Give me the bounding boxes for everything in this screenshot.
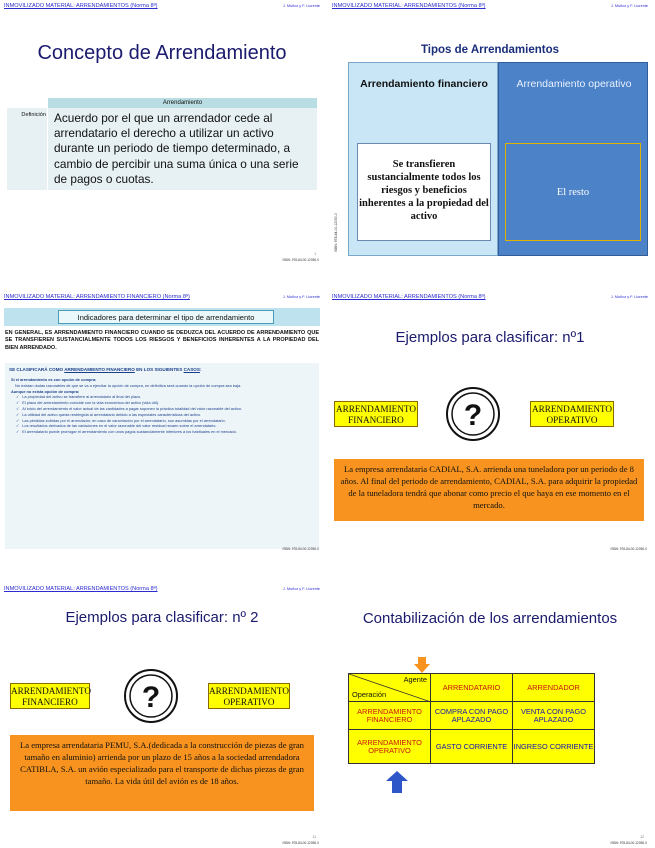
cases-subtitle [9, 367, 201, 372]
financial-lease-option: ARRENDAMIENTO FINANCIERO [334, 401, 418, 427]
table-header: Arrendamiento [48, 98, 317, 108]
row-label-operating: ARRENDAMIENTO OPERATIVO [349, 730, 431, 764]
slide-title: Contabilización de los arrendamientos [362, 610, 618, 627]
slide-author: J. Muñoz y F. Llorente [282, 4, 320, 8]
row-label: Definición [7, 108, 47, 190]
definition-text: Acuerdo por el que un arrendador cede al arrendatario el derecho a utilizar un activo durante un periodo de tiempo determinado, a cambio de percibir una suma única o una serie de pagos o cuotas. [48, 108, 317, 190]
slide-author: J. Muñoz y F. Llorente [610, 295, 648, 299]
case-description: La empresa arrendataria CADIAL, S.A. arrienda una tuneladora por un periodo de 8 años. Al final del periodo de arrendamiento, CADIAL, S.A. para adquirir la propiedad de la tuneladora tendrá que abonar como precio el que haya en ese momento en el mercado. [334, 459, 644, 521]
subtitle-cases: CASOS [183, 367, 200, 372]
financial-lease-heading: Arrendamiento financiero [360, 78, 488, 90]
operation-label: Operación [352, 690, 387, 699]
slide-title: Indicadores para determinar el tipo de arrendamiento [58, 310, 274, 324]
list-item: Si el arrendamiento es con opción de compra: [11, 377, 97, 382]
cases-panel [5, 363, 319, 549]
col-header-lessor: ARRENDADOR [513, 674, 595, 702]
slide-6 [330, 585, 650, 847]
table-row [349, 730, 595, 764]
question-glyph: ? [463, 399, 483, 432]
question-icon [444, 385, 502, 443]
slide-header: INMOVILIZADO MATERIAL: ARRENDAMIENTOS (Norma 8ª) [332, 3, 486, 9]
financial-lease-column [348, 62, 498, 256]
accounting-table [348, 673, 595, 764]
slide-header: INMOVILIZADO MATERIAL: ARRENDAMIENTO FINANCIERO (Norma 8ª) [4, 294, 190, 300]
isbn: ISBN: 978-84-00-12050-0 [282, 258, 319, 262]
operating-lease-heading: Arrendamiento operativo [516, 78, 632, 90]
list-item: No existan dudas razonables de que se va a ejercitar la opción de compra, en definitiva será cuando la opción de compra sea baja. [15, 382, 242, 388]
financial-lease-definition: Se transfieren sustancialmente todos los riesgos y beneficios inherentes a la propiedad del activo [357, 143, 491, 241]
isbn: ISBN: 978-84-00-12050-0 [282, 547, 319, 551]
table-row [349, 702, 595, 730]
cell-lessor-operating: INGRESO CORRIENTE [513, 730, 595, 764]
list-item: ✓ Las pérdidas sufridas por el arrendador, en caso de cancelación por el arrendatario, son asumidas por el arrendatario. [9, 418, 309, 424]
definition-table [7, 98, 317, 190]
list-item: ✓ La utilidad del activo queda restringida al arrendatario debido a las especiales características del activo. [9, 412, 309, 418]
isbn-vertical: ISBN: 978-84-00-12050-0 [334, 213, 338, 252]
slide-title: Ejemplos para clasificar: nº 2 [65, 609, 259, 626]
subtitle-middle: EN LOS SIGUIENTES [134, 367, 184, 372]
intro-text: EN GENERAL, ES ARRENDAMIENTO FINANCIERO CUANDO SE DEDUZCA DEL ACUERDO DE ARRENDAMIENTO QUE SE TRANSFIEREN SUSTANCIALMENTE TODOS LOS RIESGOS Y BENEFICIOS INHERENTES A LA PROPIEDAD DEL BIEN ARRENDADO. [5, 330, 319, 351]
agent-label: Agente [403, 675, 427, 684]
cell-lessor-financial: VENTA CON PAGO APLAZADO [513, 702, 595, 730]
slide-header: INMOVILIZADO MATERIAL: ARRENDAMIENTOS (Norma 8ª) [4, 586, 158, 592]
slide-header: INMOVILIZADO MATERIAL: ARRENDAMIENTOS (Norma 8ª) [4, 3, 158, 9]
page-number: 11 [312, 835, 316, 839]
financial-lease-option: ARRENDAMIENTO FINANCIERO [10, 683, 90, 709]
list-item: ✓ Los resultados derivados de las variaciones en el valor razonable del valor residual recaen sobre el arrendatario. [9, 423, 309, 429]
cell-lessee-operating: GASTO CORRIENTE [431, 730, 513, 764]
corner-cell [349, 674, 431, 702]
subtitle-prefix: SE CLASIFICARÁ COMO [9, 367, 65, 372]
list-item: Aunque no exista opción de compra: [11, 388, 80, 394]
subtitle-key: ARRENDAMIENTO FINANCIERO [64, 367, 135, 372]
slide-author: J. Muñoz y F. Llorente [610, 4, 648, 8]
page-number: 6 [642, 252, 644, 256]
question-icon [122, 667, 180, 725]
arrow-up-icon [386, 771, 408, 793]
isbn: ISBN: 978-84-00-12050-0 [610, 841, 647, 845]
operating-lease-option: ARRENDAMIENTO OPERATIVO [530, 401, 614, 427]
arrow-down-icon [414, 657, 430, 673]
slide-author: J. Muñoz y F. Llorente [282, 587, 320, 591]
page-number: 12 [640, 835, 644, 839]
slide-5 [2, 585, 322, 847]
isbn: ISBN: 978-84-00-12050-0 [282, 841, 319, 845]
slide-title: Concepto de Arrendamiento [37, 42, 287, 64]
cell-lessee-financial: COMPRA CON PAGO APLAZADO [431, 702, 513, 730]
slide-author: J. Muñoz y F. Llorente [282, 295, 320, 299]
list-item: ✓ El arrendatario puede prorrogar el arrendamiento con unos pagos sustancialmente inferiores a los habituales en el mercado. [9, 429, 309, 435]
slide-4 [330, 293, 650, 553]
col-header-lessee: ARRENDATARIO [431, 674, 513, 702]
isbn: ISBN: 978-84-00-12050-0 [610, 547, 647, 551]
cases-list [9, 377, 309, 435]
slide-title: Ejemplos para clasificar: nº1 [395, 329, 585, 346]
list-item: ✓ Al inicio del arrendamiento el valor actual de las cantidades a pagar suponen la práctica totalidad del valor razonable del activo. [9, 406, 309, 412]
case-description: La empresa arrendataria PEMU, S.A.(dedicada a la construcción de piezas de gran tamaño en aluminio) arrienda por un plazo de 15 años a la sociedad arrendadora CATIBLA, S.A. un avión especializado para el transporte de dichas piezas de gran tamaño. La vida útil del avión es de 18 años. [10, 735, 314, 811]
slide-3 [2, 293, 322, 553]
list-item: ✓ La propiedad del activo se transfiere al arrendatario al final del plazo. [9, 394, 309, 400]
table-row [7, 108, 317, 190]
question-glyph: ? [141, 681, 161, 714]
page-number: 1 [314, 252, 316, 256]
list-item: ✓ El plazo del arrendamiento coincide con la vida económica del activo (vida útil). [9, 400, 309, 406]
operating-lease-option: ARRENDAMIENTO OPERATIVO [208, 683, 290, 709]
slide-1 [2, 2, 322, 264]
operating-lease-column [498, 62, 648, 256]
row-label-financial: ARRENDAMIENTO FINANCIERO [349, 702, 431, 730]
table-row [349, 674, 595, 702]
slide-title: Tipos de Arrendamientos [420, 44, 560, 56]
operating-lease-definition: El resto [505, 143, 641, 241]
slide-header: INMOVILIZADO MATERIAL: ARRENDAMIENTOS (Norma 8ª) [332, 294, 486, 300]
subtitle-end: : [199, 367, 202, 372]
slide-2 [330, 2, 650, 264]
